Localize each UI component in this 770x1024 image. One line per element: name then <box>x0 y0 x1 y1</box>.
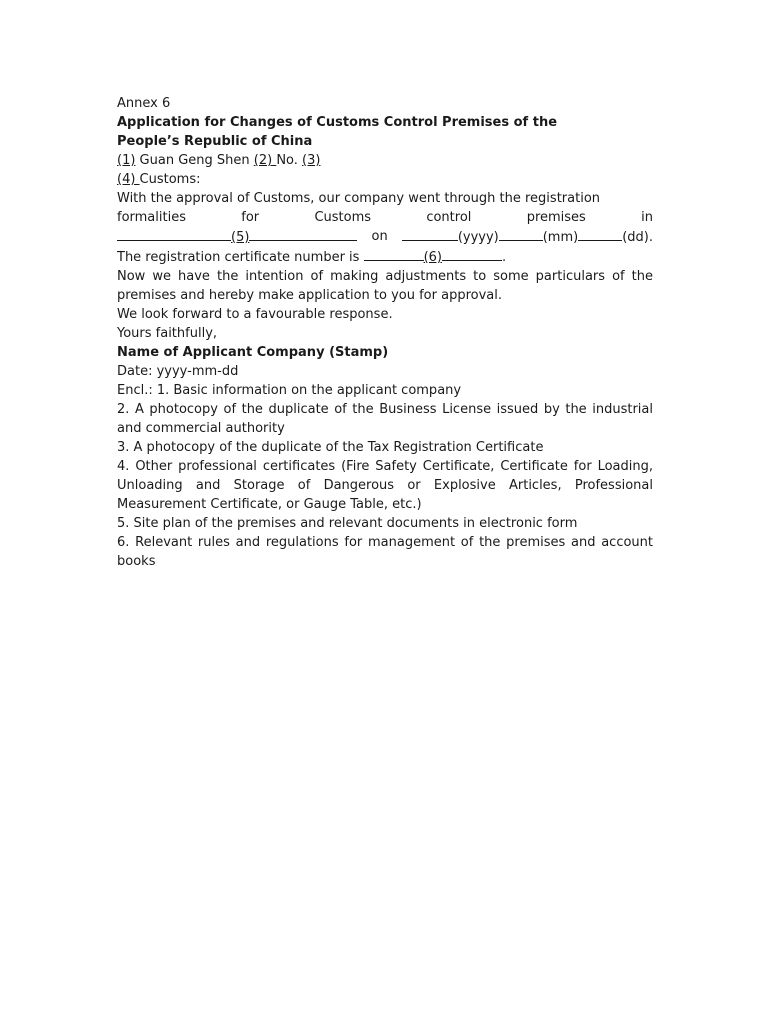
paragraph-1-word: premises <box>526 210 586 225</box>
paragraph-3: We look forward to a favourable response. <box>117 307 393 322</box>
registration-suffix: . <box>501 250 507 265</box>
paragraph-1-word: in <box>641 210 653 225</box>
annex-label: Annex 6 <box>117 96 171 111</box>
field-5-blank <box>117 227 357 247</box>
on-label: on <box>371 229 388 244</box>
paragraph-1-line-3 <box>117 227 653 247</box>
registration-prefix: The registration certificate number is <box>117 250 364 265</box>
document-body <box>117 94 653 571</box>
enclosure-item: 3. A photocopy of the duplicate of the Tax Registration Certificate <box>117 440 544 455</box>
field-5: (5) <box>231 230 250 245</box>
dd-label: (dd). <box>622 230 653 245</box>
reference-text: Guan Geng Shen <box>135 153 254 168</box>
reference-line <box>117 151 653 170</box>
field-4: (4) <box>117 172 140 187</box>
date-blanks <box>402 227 653 247</box>
closing: Yours faithfully, <box>117 326 218 341</box>
paragraph-2: Now we have the intention of making adjustments to some particulars of the premises and hereby make application to you for approval. <box>117 269 653 303</box>
enclosure-item: 2. A photocopy of the duplicate of the Business License issued by the industrial and commercial authority <box>117 402 653 436</box>
paragraph-1-line-1: With the approval of Customs, our company went through the registration <box>117 191 601 206</box>
date-line: Date: yyyy-mm-dd <box>117 364 239 379</box>
document-title-line-1: Application for Changes of Customs Control Premises of the <box>117 115 558 130</box>
field-2: (2) <box>253 153 277 168</box>
enclosure-item: Encl.: 1. Basic information on the applicant company <box>117 383 462 398</box>
yyyy-label: (yyyy) <box>457 230 499 245</box>
customs-line <box>117 170 653 189</box>
enclosure-item: 6. Relevant rules and regulations for management of the premises and account books <box>117 535 653 569</box>
mm-label: (mm) <box>542 230 579 245</box>
document-title-line-2: People’s Republic of China <box>117 134 313 149</box>
field-6: (6) <box>423 250 442 265</box>
paragraph-1-word: formalities <box>117 210 186 225</box>
paragraph-1-word: Customs <box>314 210 372 225</box>
paragraph-1-word: control <box>426 210 472 225</box>
field-3: (3) <box>302 153 321 168</box>
paragraph-1-word: for <box>241 210 260 225</box>
applicant-name: Name of Applicant Company (Stamp) <box>117 345 389 360</box>
field-1: (1) <box>117 153 136 168</box>
registration-line <box>117 247 653 267</box>
enclosure-list <box>117 381 653 571</box>
paragraph-1-line-2 <box>117 208 653 227</box>
number-label: No. <box>276 153 303 168</box>
enclosure-item: 5. Site plan of the premises and relevant documents in electronic form <box>117 516 578 531</box>
customs-label: Customs: <box>139 172 201 187</box>
enclosure-item: 4. Other professional certificates (Fire Safety Certificate, Certificate for Loading, Unloading and Storage of Dangerous or Explosive Articles, Professional Measurement Certificate, or Gauge Table, etc.) <box>117 459 653 512</box>
